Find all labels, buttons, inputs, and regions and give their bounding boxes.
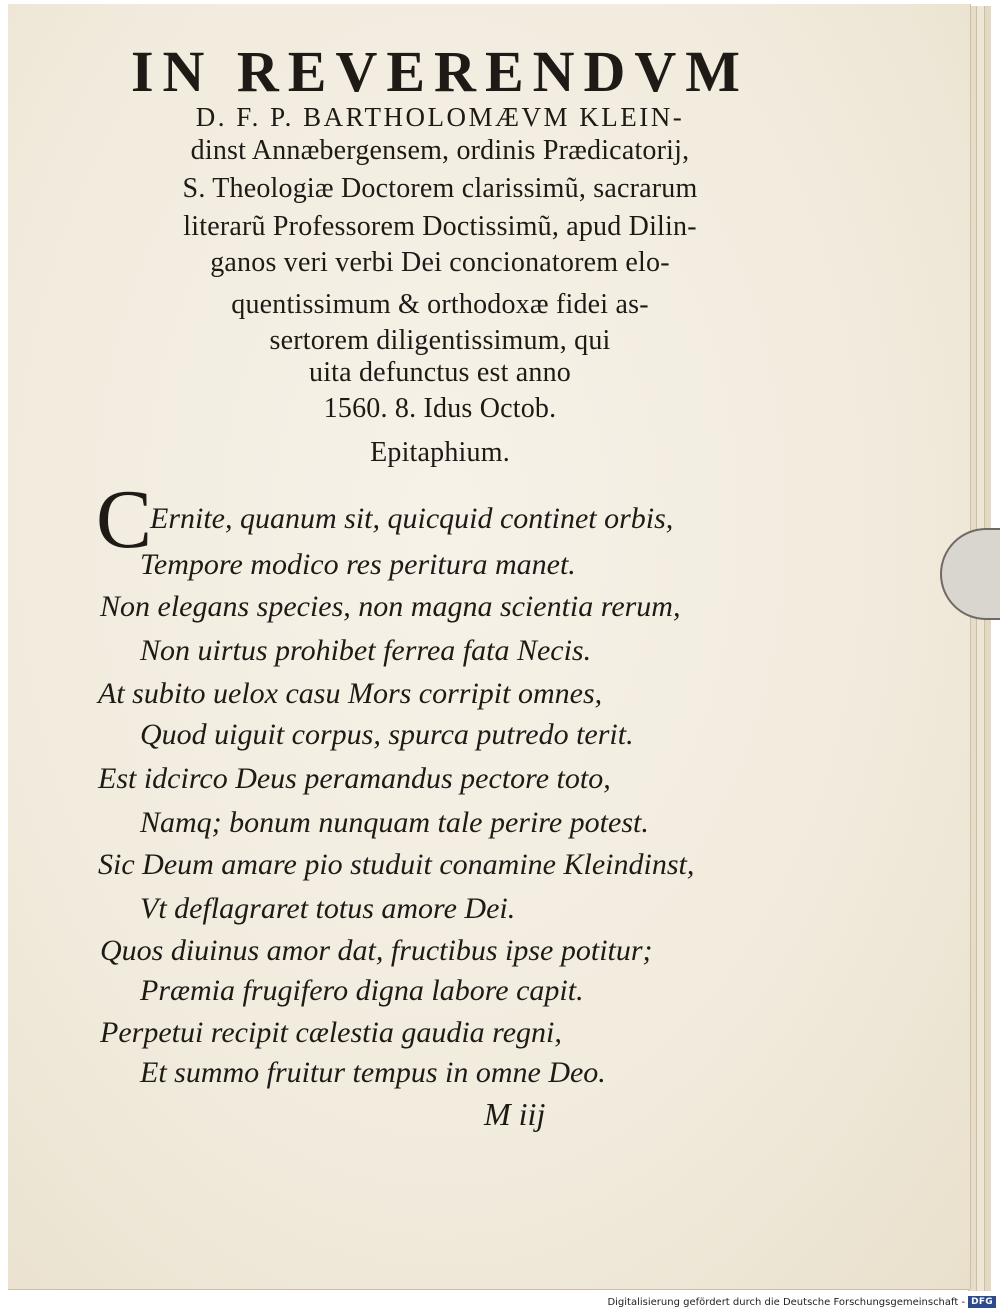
title-line-3: dinst Annæbergensem, ordinis Prædicatorij, xyxy=(190,135,690,166)
verse-line: Namq; bonum nunquam tale perire potest. xyxy=(140,806,649,839)
footer-text: Digitalisierung gefördert durch die Deutsche Forschungsgemeinschaft - xyxy=(607,1296,966,1308)
verse-line: Quod uiguit corpus, spurca putredo terit. xyxy=(140,718,634,751)
page-edge xyxy=(984,6,991,1291)
verse-line: Quos diuinus amor dat, fructibus ipse potitur; xyxy=(100,934,653,967)
title-line-1: IN REVERENDVM xyxy=(130,39,750,104)
verse-line: At subito uelox casu Mors corripit omnes, xyxy=(98,677,603,710)
title-line-10: 1560. 8. Idus Octob. xyxy=(323,393,557,424)
verse-line: Ernite, quanum sit, quicquid continet orbis, xyxy=(150,502,674,535)
verse-line: Non elegans species, non magna scientia rerum, xyxy=(100,590,681,623)
title-line-8: sertorem diligentissimum, qui xyxy=(269,325,611,356)
verse-line: Sic Deum amare pio studuit conamine Kleindinst, xyxy=(98,848,695,881)
signature-mark: M iij xyxy=(484,1096,546,1132)
verse-line: Præmia frugifero digna labore capit. xyxy=(140,974,584,1007)
title-line-9: uita defunctus est anno xyxy=(309,357,571,388)
title-line-5: literarũ Professorem Doctissimũ, apud Dilin- xyxy=(183,211,697,242)
digitization-footer xyxy=(607,1294,996,1310)
title-line-4: S. Theologiæ Doctorem clarissimũ, sacrarum xyxy=(182,173,698,204)
verse-line: Non uirtus prohibet ferrea fata Necis. xyxy=(140,634,592,667)
drop-cap: C xyxy=(96,473,153,566)
title-line-7: quentissimum & orthodoxæ fidei as- xyxy=(231,289,649,320)
title-line-6: ganos veri verbi Dei concionatorem elo- xyxy=(210,247,670,278)
dfg-logo: DFG xyxy=(968,1296,996,1308)
verse-line: Perpetui recipit cælestia gaudia regni, xyxy=(100,1016,562,1049)
verse-line: Et summo fruitur tempus in omne Deo. xyxy=(140,1056,606,1089)
epitaph-heading: Epitaphium. xyxy=(370,437,510,468)
verse-line: Est idcirco Deus peramandus pectore toto, xyxy=(98,762,611,795)
verse-line: Vt deflagraret totus amore Dei. xyxy=(140,892,516,925)
title-line-2: D. F. P. BARTHOLOMÆVM KLEIN- xyxy=(195,102,685,132)
verse-line: Tempore modico res peritura manet. xyxy=(140,548,576,581)
